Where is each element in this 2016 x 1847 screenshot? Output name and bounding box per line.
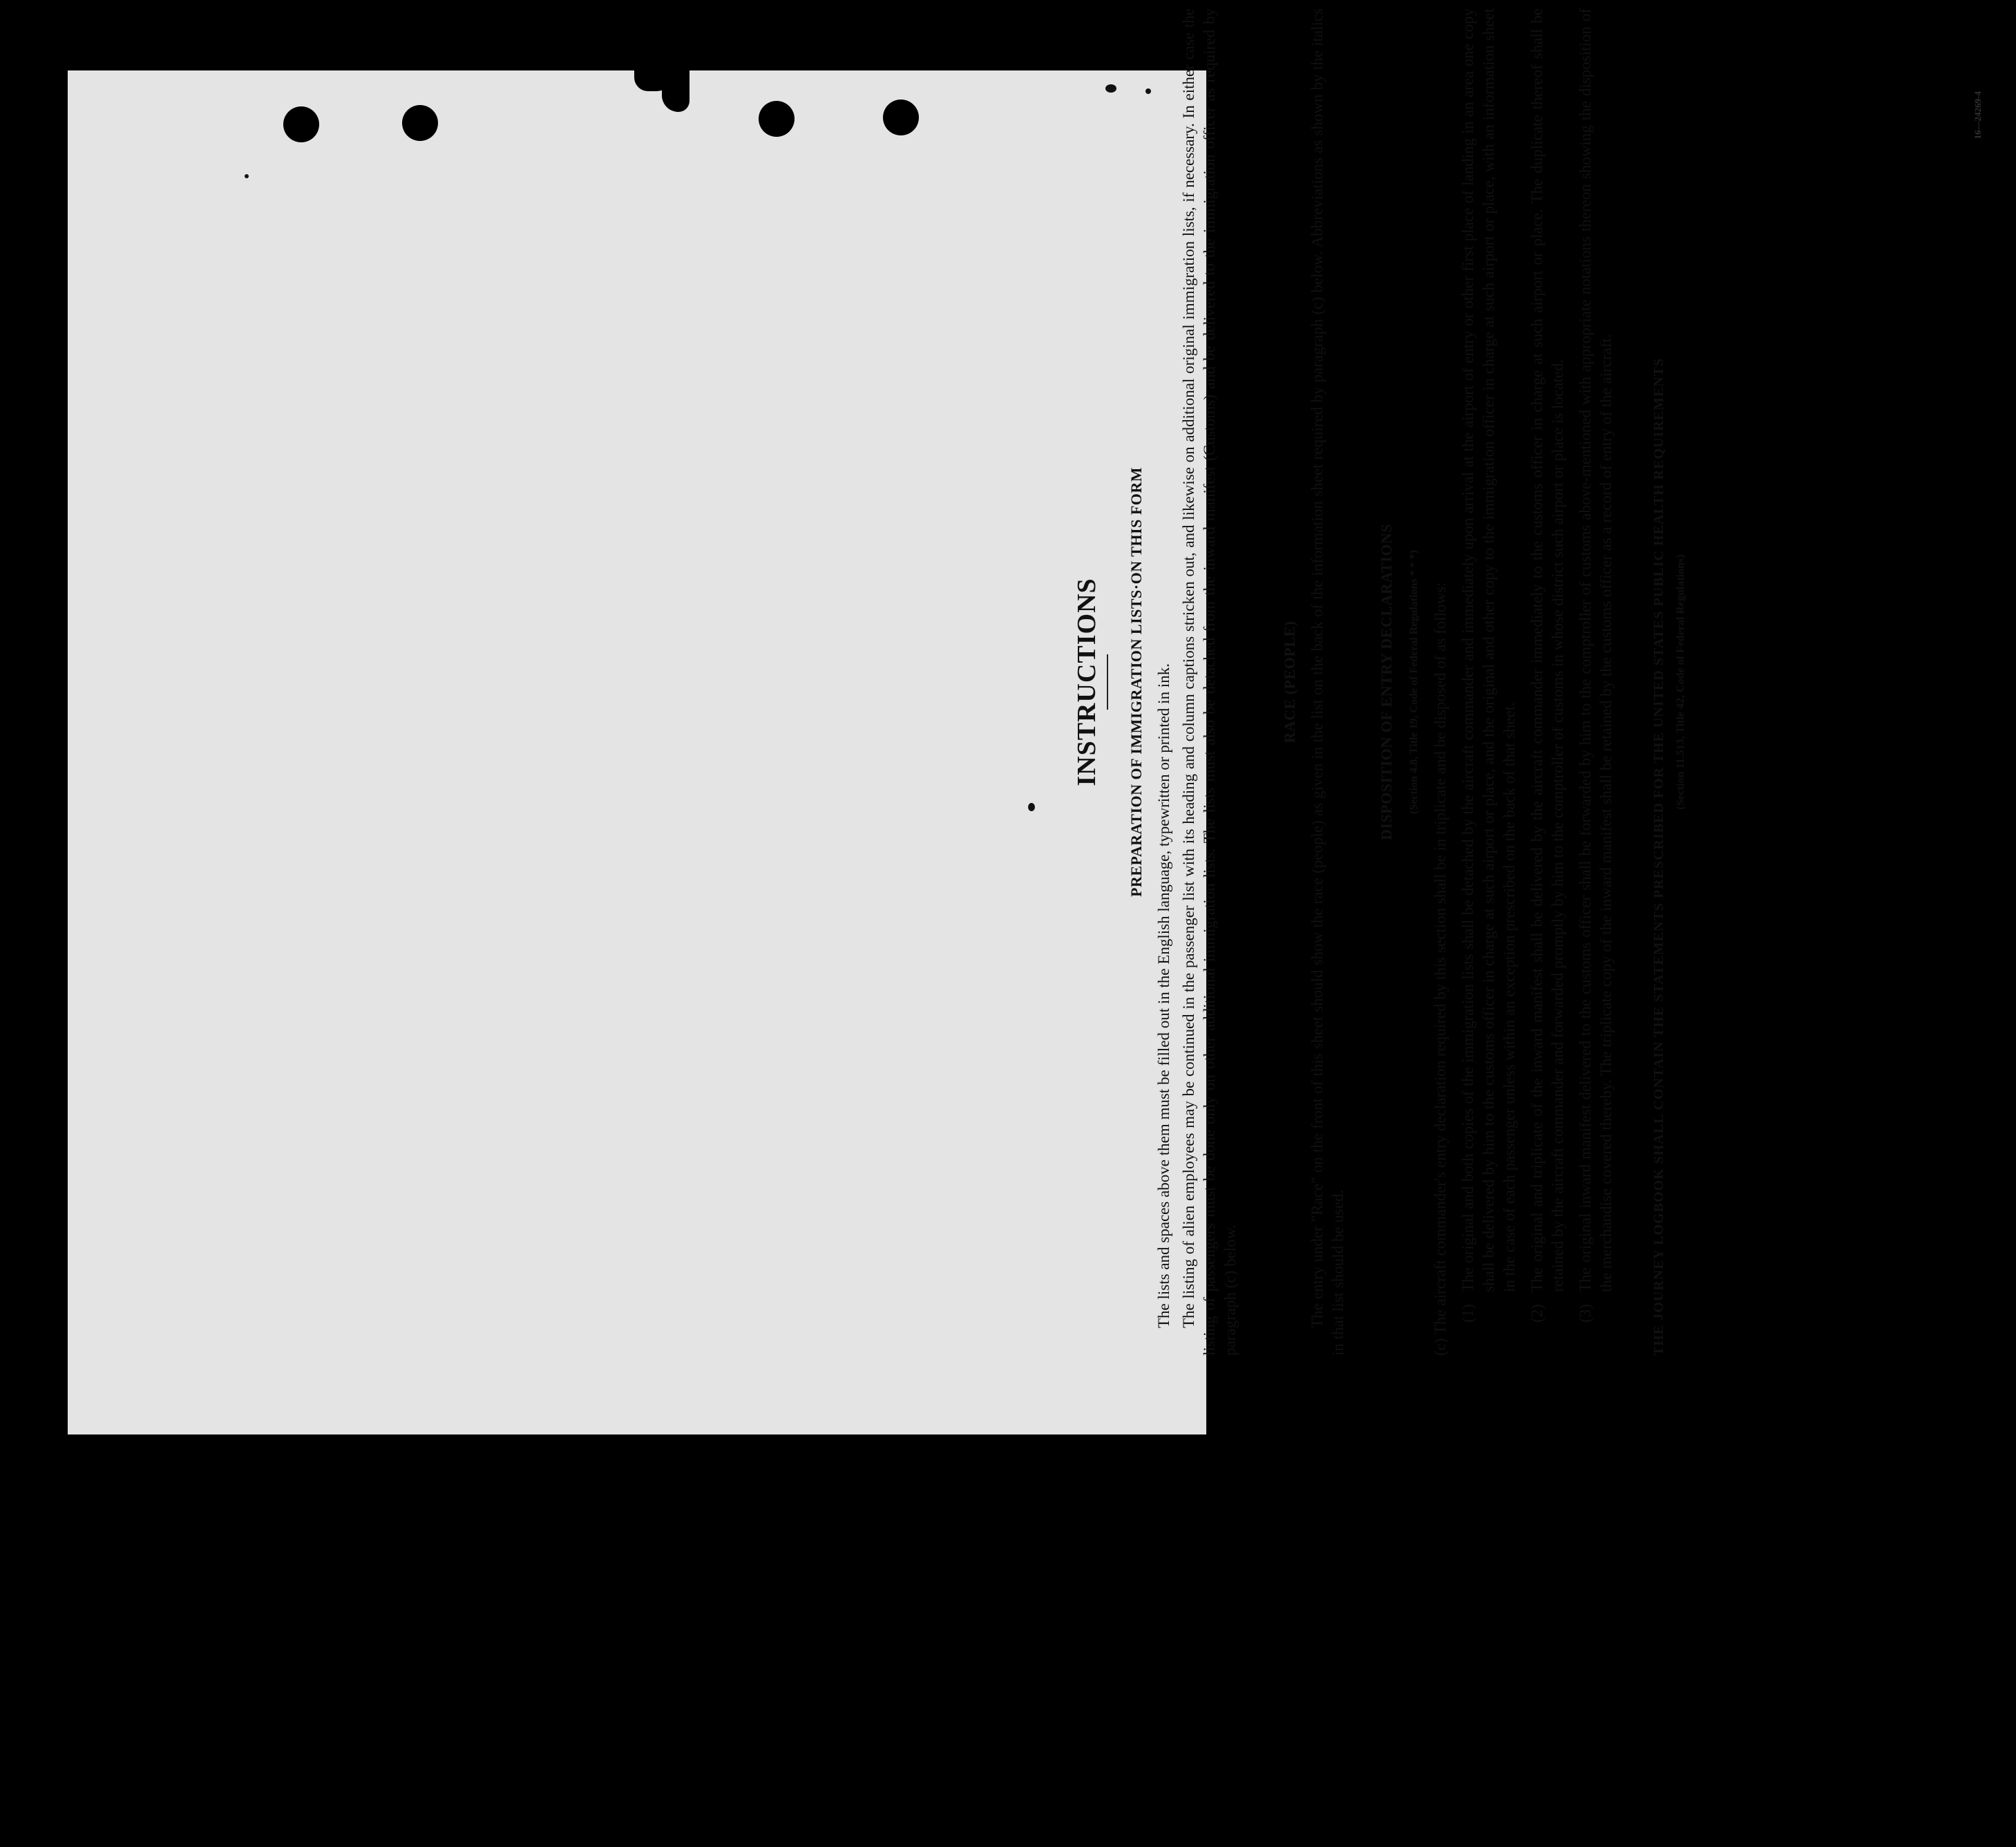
paragraph: The lists and spaces above them must be filled out in the English language, typewritten or printed in ink. [1155,663,1172,1328]
paragraph: The entry under "Race" on the front of this sheet should show the race (people) as given in the list on the back of the information sheet required by paragraph (c) below. Abbreviations as shown by the italics in that list should be used. [1309,8,1347,1356]
speck [1028,803,1035,811]
section-heading-race: RACE (PEOPLE) [1281,621,1298,743]
list-item [1458,8,1520,1356]
footer-statement: THE JOURNEY LOGBOOK SHALL CONTAIN THE STATEMENTS PRESCRIBED FOR THE UNITED STATES PUBLIC HEALTH REQUIREMENTS [1651,357,1666,1356]
document-page [68,8,1983,1434]
punch-hole [402,105,438,141]
paragraph-c: (c) The aircraft commander's entry declaration required by this section shall be in triplicate and be disposed of as follows: [1432,582,1449,1356]
punch-hole [883,100,919,135]
list-item-text: The original inward manifest delivered to the customs officer shall be forwarded by him to the comptroller of customs above-mentioned with appropriate notations thereon showing the disposition of the merchandise covered thereby. The triplicate copy of the inward manifest shall be retained by the customs officer as a record of entry of the aircraft. [1577,8,1615,1292]
list-item [1527,8,1568,1356]
speck [245,174,249,178]
section-heading-preparation: PREPARATION OF IMMIGRATION LISTS·ON THIS FORM [1128,466,1145,898]
section-subheading-citation: (Section 4.8, Title 19, Code of Federal Regulations * * *) [1408,549,1420,815]
page-title: INSTRUCTIONS [1072,578,1101,786]
section-heading-disposition: DISPOSITION OF ENTRY DECLARATIONS [1378,523,1395,841]
punch-hole [759,101,795,137]
torn-corner [662,64,690,112]
rotated-content [1072,8,2016,1356]
list-item-text: The original and both copies of the immigration lists shall be detached by the aircraft commander and immediately upon arrival at the airport of entry or other first place of landing in an area one copy shall be delivered by him to the customs officer in charge at such airport or place, and the original and other copy to the immigration officer in charge at such airport or place, with an information sheet in the case of each passenger unless within an exception prescribed on the back of that sheet. [1459,8,1518,1292]
list-item-text: The original and triplicate of the inward manifest shall be delivered by the aircraft commander immediately to the customs officer in charge at such airport or place. The duplicate thereof shall be retained by the aircraft commander and forwarded promptly by him to the comptroller of customs in whose district such airport or place is located. [1528,8,1566,1292]
punch-hole [283,106,319,142]
title-divider [1107,654,1108,710]
list-item-number: (3) [1577,1304,1594,1323]
list-item [1575,8,1617,1356]
list-item-number: (1) [1459,1304,1476,1323]
form-number: 16—24269-4 [1972,91,1983,140]
list-item-number: (2) [1528,1304,1546,1323]
bleed-through-text [358,250,841,283]
paragraph: The listing of alien employees may be continued in the passenger list with its heading and column captions stricken out, and likewise on additional original immigration lists, if necessary. In either case the listing of passengers must be done only on other additional immigration lists. The lists must also be detached from the inward manifest (Customs) and be delivered to the immigration officer as required by paragraph (c) below. [1180,8,1239,1356]
footer-citation: (Section 11.513, Title 42, Code of Federal Regulations) [1675,554,1686,810]
